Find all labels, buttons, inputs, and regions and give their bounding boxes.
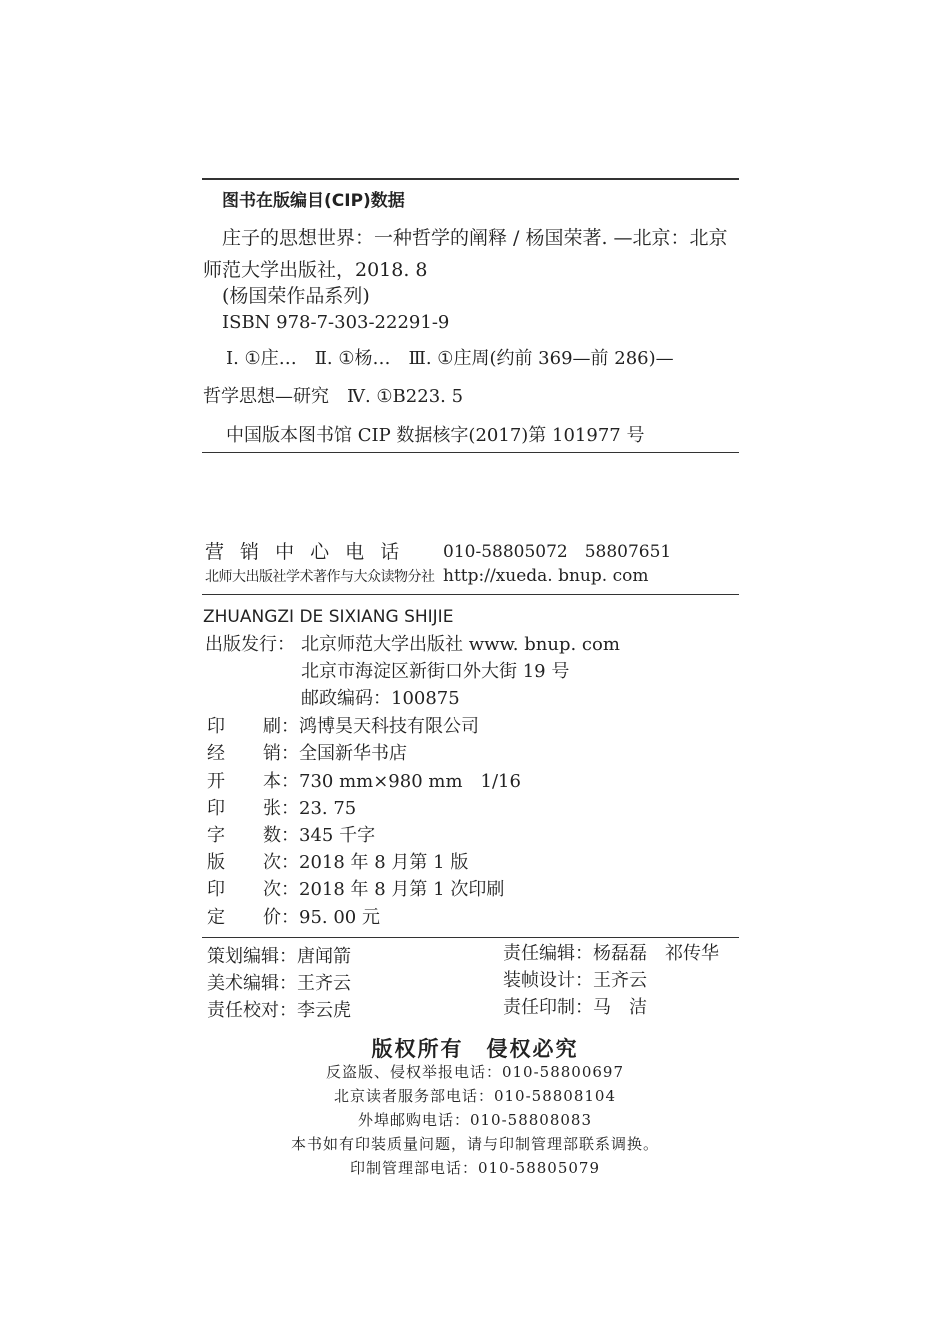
publisher-postcode: 邮政编码：100875 [301, 688, 460, 709]
cip-top-rule [202, 178, 739, 180]
cip-heading: 图书在版编目(CIP)数据 [222, 191, 405, 211]
marketing-label: 营 销 中 心 电 话 [205, 541, 405, 563]
cip-line-1: 庄子的思想世界：一种哲学的阐释 / 杨国荣著. —北京：北京 [222, 227, 728, 249]
planning-editor: 策划编辑：唐闻箭 [207, 946, 351, 967]
cip-classification-2: 哲学思想—研究 Ⅳ. ①B223. 5 [203, 386, 464, 407]
quality-notice: 本书如有印装质量问题，请与印制管理部联系调换。 [290, 1135, 659, 1153]
detail-row: 印张：23. 75 [207, 798, 357, 819]
publisher-line-1: 北京师范大学出版社 www. bnup. com [301, 634, 620, 655]
binding-designer: 装帧设计：王齐云 [503, 970, 647, 991]
detail-value: 23. 75 [299, 798, 357, 819]
antipiracy-phone: 反盗版、侵权举报电话：010-58800697 [325, 1063, 625, 1081]
cip-number: 中国版本图书馆 CIP 数据核字(2017)第 101977 号 [226, 425, 645, 446]
cip-line-2: 师范大学出版社，2018. 8 [203, 259, 428, 281]
detail-row: 字数：345 千字 [207, 825, 376, 846]
publisher-label: 出版发行： [205, 634, 295, 655]
detail-row: 经销：全国新华书店 [207, 743, 407, 764]
detail-value: 2018 年 8 月第 1 版 [299, 852, 469, 873]
detail-label: 印次 [207, 879, 281, 900]
cip-classification-1: Ⅰ. ①庄… Ⅱ. ①杨… Ⅲ. ①庄周(约前 369—前 286)— [226, 348, 674, 369]
editors-rule [202, 937, 739, 938]
rights-title: 版权所有 侵权必究 [371, 1037, 579, 1061]
detail-row: 印刷：鸿博昊天科技有限公司 [207, 716, 479, 737]
pinyin-title: ZHUANGZI DE SIXIANG SHIJIE [203, 607, 454, 627]
publisher-address: 北京市海淀区新街口外大街 19 号 [301, 661, 570, 682]
detail-row: 开本：730 mm×980 mm 1/16 [207, 771, 521, 792]
branch-name: 北师大出版社学术著作与大众读物分社 [205, 569, 435, 585]
marketing-rule [202, 594, 739, 595]
detail-row: 印次：2018 年 8 月第 1 次印刷 [207, 879, 505, 900]
responsible-editor: 责任编辑：杨磊磊 祁传华 [503, 943, 719, 964]
detail-label: 开本 [207, 771, 281, 792]
print-dept-phone: 印制管理部电话：010-58805079 [349, 1159, 601, 1177]
detail-value: 全国新华书店 [299, 743, 407, 764]
cip-isbn: ISBN 978-7-303-22291-9 [222, 312, 450, 333]
detail-label: 定价 [207, 907, 281, 928]
detail-value: 2018 年 8 月第 1 次印刷 [299, 879, 505, 900]
detail-value: 95. 00 元 [299, 907, 380, 928]
print-supervisor: 责任印制：马 洁 [503, 997, 647, 1018]
mail-order-phone: 外埠邮购电话：010-58808083 [357, 1111, 593, 1129]
art-editor: 美术编辑：王齐云 [207, 973, 351, 994]
cip-bottom-rule [202, 452, 739, 453]
reader-service-phone: 北京读者服务部电话：010-58808104 [333, 1087, 617, 1105]
detail-label: 字数 [207, 825, 281, 846]
detail-value: 730 mm×980 mm 1/16 [299, 771, 521, 792]
detail-label: 印刷 [207, 716, 281, 737]
detail-label: 印张 [207, 798, 281, 819]
detail-row: 定价：95. 00 元 [207, 907, 380, 928]
detail-label: 版次 [207, 852, 281, 873]
detail-value: 345 千字 [299, 825, 376, 846]
detail-row: 版次：2018 年 8 月第 1 版 [207, 852, 469, 873]
branch-url[interactable]: http://xueda. bnup. com [443, 566, 649, 586]
cip-line-3: (杨国荣作品系列) [222, 285, 370, 307]
marketing-phones: 010-58805072 58807651 [443, 542, 672, 562]
proofreader: 责任校对：李云虎 [207, 1000, 351, 1021]
detail-value: 鸿博昊天科技有限公司 [299, 716, 479, 737]
detail-label: 经销 [207, 743, 281, 764]
